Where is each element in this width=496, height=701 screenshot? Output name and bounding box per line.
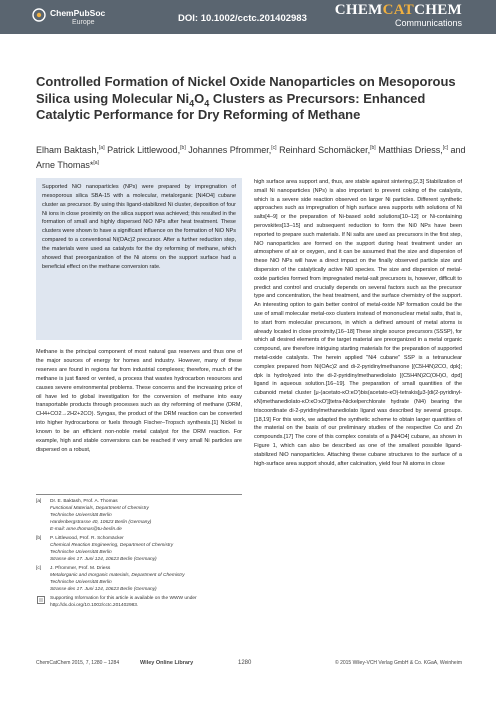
affiliation-mark: [b]: [36, 536, 42, 541]
affiliation-line: Functional Materials, Department of Chemistry: [50, 506, 149, 511]
author-name: Patrick Littlewood,: [107, 145, 181, 155]
title-part-1: Controlled Formation of Nickel Oxide Nanoparticles on Mesoporous Silica using Molecular Ni: [36, 74, 456, 106]
affiliation-authors: Dr. E. Baktash, Prof. A. Thomas: [50, 499, 118, 504]
introduction-column: [36, 348, 242, 455]
affiliation-line: Technische Universität Berlin: [50, 550, 112, 555]
footer-page-number: 1280: [238, 660, 252, 666]
footer-publisher-link[interactable]: Wiley Online Library: [140, 660, 194, 666]
title-part-2: O: [194, 90, 205, 106]
abstract-box: [36, 178, 242, 340]
author: [188, 145, 276, 155]
footer-copyright: © 2015 Wiley-VCH Verlag GmbH & Co. KGaA, Weinheim: [335, 660, 462, 666]
author: [279, 145, 376, 155]
introduction-paragraph: Methane is the principal component of most natural gas reserves and thus one of the major sources of energy for homes and industry. However, many of these reserves are found in regions far from industrial complexes; therefore, much of the methane is just flared or vented, a process that wastes hydrocarbon resources and causes severe environmental problems. These concerns and the increasing price of oil have led to global investigation for the conversion of methane into easy transportable products through processes such as dry reforming of methane (DRM, CH4+CO2→2H2+2CO). Syngas, the product of the DRM reaction can be converted into higher hydrocarbons or fuels through Fischer–Tropsch synthesis.[1] Nickel is known to be an efficient non-noble metal catalyst for the DRM reaction. For example, high and stable conversions can be reached if very small Ni particles are dispersed on a robust,: [36, 349, 242, 453]
page-footer: [36, 660, 462, 670]
abstract-text: Supported NiO nanoparticles (NPs) were prepared by impregnation of mesoporous silica SBA-15 with a molecular, metalorganic [Ni4O4] cubane cluster as precursor. By using this ligand-stabilized Ni cluster, deposition of four Ni ions in close proximity on the silica support was achieved; this resulted in the formation of small and highly dispersed NiO NPs after heat treatment. These clusters were shown to have a significant influence on the formation of NiO NPs compared to a conventional Ni(OAc)2 precursor. After a further reduction step, the materials were used as catalysts for the dry reforming of methane, which showed that preorganization of the Ni atoms on the support surface had a beneficial effect on the methane conversion rate.: [42, 184, 236, 270]
affiliation-line: Metalorganic and Inorganic materials, Department of Chemistry: [50, 573, 185, 578]
author-name: Reinhard Schomäcker,: [279, 145, 371, 155]
affiliation-item: [36, 565, 242, 593]
affiliation-mark: [a]: [36, 499, 42, 504]
title-part-3: Clusters as Precursors: Enhanced Catalytic Performance for Dry Reforming of Methane: [36, 90, 426, 122]
title-subscript-1: 4: [189, 98, 195, 109]
journal-section: Communications: [394, 18, 462, 28]
affiliation-email-link[interactable]: E-mail: arne.thomas@tu-berlin.de: [50, 527, 122, 532]
footer-citation: ChemCatChem 2015, 7, 1280 – 1284: [36, 660, 120, 666]
journal-banner: [335, 3, 462, 29]
author: [378, 145, 448, 155]
author-name: and Arne Thomas*: [36, 145, 466, 170]
author-name: Elham Baktash,: [36, 145, 100, 155]
chempubsoc-logo-icon: [32, 8, 46, 22]
author-affiliation-mark: [c]: [442, 145, 449, 151]
supporting-info-note[interactable]: [36, 595, 242, 609]
author-list: [36, 142, 466, 172]
affiliation-line: Chemical Reaction Engineering, Department of Chemistry: [50, 543, 174, 548]
logo-subtitle: Europe: [72, 19, 95, 26]
journal-header-bar: [0, 0, 496, 34]
author-affiliation-mark: [c]: [271, 145, 277, 151]
affiliation-item: [36, 498, 242, 533]
affiliation-authors: J. Pfrommer, Prof. M. Driess: [50, 566, 111, 571]
title-subscript-2: 4: [204, 98, 210, 109]
journal-name-accent: CAT: [382, 2, 415, 18]
author-name: Johannes Pfrommer,: [188, 145, 272, 155]
affiliation-item: [36, 535, 242, 563]
author: [36, 145, 105, 155]
doi-label[interactable]: DOI: 10.1002/cctc.201402983: [178, 13, 307, 24]
affiliation-line: Technische Universität Berlin: [50, 580, 112, 585]
logo-name: ChemPubSoc: [50, 8, 106, 18]
author-affiliation-mark: [a]: [99, 145, 105, 151]
affiliation-line: Strasse des 17. Juni 124, 10623 Berlin (Germany): [50, 557, 157, 562]
author-name: Matthias Driess,: [378, 145, 443, 155]
body-paragraph: high surface area support and, thus, are stable against sintering.[2,3] Stabilization of small Ni nanoparticles (NPs) is also important to prevent coking of the catalysts, which is a severe side reaction observed on larger Ni particles. Different synthetic approaches such as impregnation of high surface area supports with solutions of Ni salts[4–9] or the preparation of Ni-based solid solutions[10–12] or Ni-containing perovskites[13–15] and subsequent reduction to form the Ni0 NPs have been reported to prepare such materials. If Ni salts are used as precursors in the first step, NiO nanoparticles are formed on the support during heat treatment under an atmosphere of air or oxygen, and it can be assumed that the size and dispersion of these NiO NPs will have a direct impact on the finally observed particle size and dispersion of the catalytically active Ni0 species. The size and dispersion of metal-oxide particles formed from impregnated metal-salt precursors is, however, difficult to predict and control and crucially depends on several factors such as the precursor type and concentration, the heat treatment, and the surface chemistry of the support. An interesting option to gain better control of metal-oxide NP formation could be the use of small molecular metal-oxo clusters instead of mononuclear metal salts, that is, to start from molecular precursors, in which a defined amount of metal atoms is already located in close proximity.[16–18] These single source precursors (SSSP), for which all desired elements of the target material are preorganized in a metal organic compound, are therefore intriguing starting materials for the preparation of supported metal-oxide catalysts. The herein applied "Ni4 cubane" SSP is a tetranuclear complex prepared from Ni(OAc)2 and di-2-pyridinylmethanone [(C5H4N)2CO, dpk]; dpk is hydrolyzed into the di-2-pyridinylmethanediolato [(C5H4N)2C(OH)O, dpd] ligand in aqueous solution.[16–19]. The preparation of small quantities of the cubanoid metal cluster [μ-(acetato-κO:κO')bis(acetato-κO)-tetrakis[μ3-[di(2-pyridinyl-κN)methanediolato-κO:κO:κO']]tetra-Nickelperchlorate hydrate (Ni4) bearing the triscoordinate di-2-pyridinylmethanediolato ligand was described by several groups.[18,19] For this work, we adapted the synthetic scheme to obtain larger quantities of the material on the basis of our preliminary studies of the respective Co and Zn compounds.[17] The core of this complex consists of a [Ni4O4] cubane, as shown in Figure 1, which can also be described as one of the smallest possible ligand-stabilized NiO nanoparticles. Attaching these cubane structures to the surface of a high-surface area support should, after calcination, yield four Ni atoms in close: [254, 179, 462, 467]
article-title: [36, 74, 466, 124]
affiliations-block: [36, 494, 242, 611]
journal-name-suffix: CHEM: [414, 2, 462, 18]
affiliation-line: Technische Universität Berlin: [50, 513, 112, 518]
journal-name-prefix: CHEM: [334, 2, 383, 18]
author-affiliation-mark: [b]: [370, 145, 376, 151]
supporting-info-icon: [37, 596, 45, 604]
author-affiliation-mark: [a]: [93, 160, 99, 166]
right-column: [254, 178, 462, 468]
author-affiliation-mark: [b]: [180, 145, 186, 151]
journal-name: [335, 3, 462, 18]
supporting-info-text: Supporting Information for this article is available on the WWW under http://dx.doi.org/10.1002/cctc.201402983.: [50, 596, 197, 608]
publisher-logo[interactable]: [32, 6, 122, 30]
affiliation-authors: P. Littlewood, Prof. R. Schomäcker: [50, 536, 124, 541]
author: [107, 145, 186, 155]
affiliation-line: Hardenbergstrasse 40, 10623 Berlin (Germany): [50, 520, 152, 525]
affiliation-line: Strasse des 17. Juni 124, 10623 Berlin (Germany): [50, 587, 157, 592]
affiliation-mark: [c]: [36, 566, 42, 571]
